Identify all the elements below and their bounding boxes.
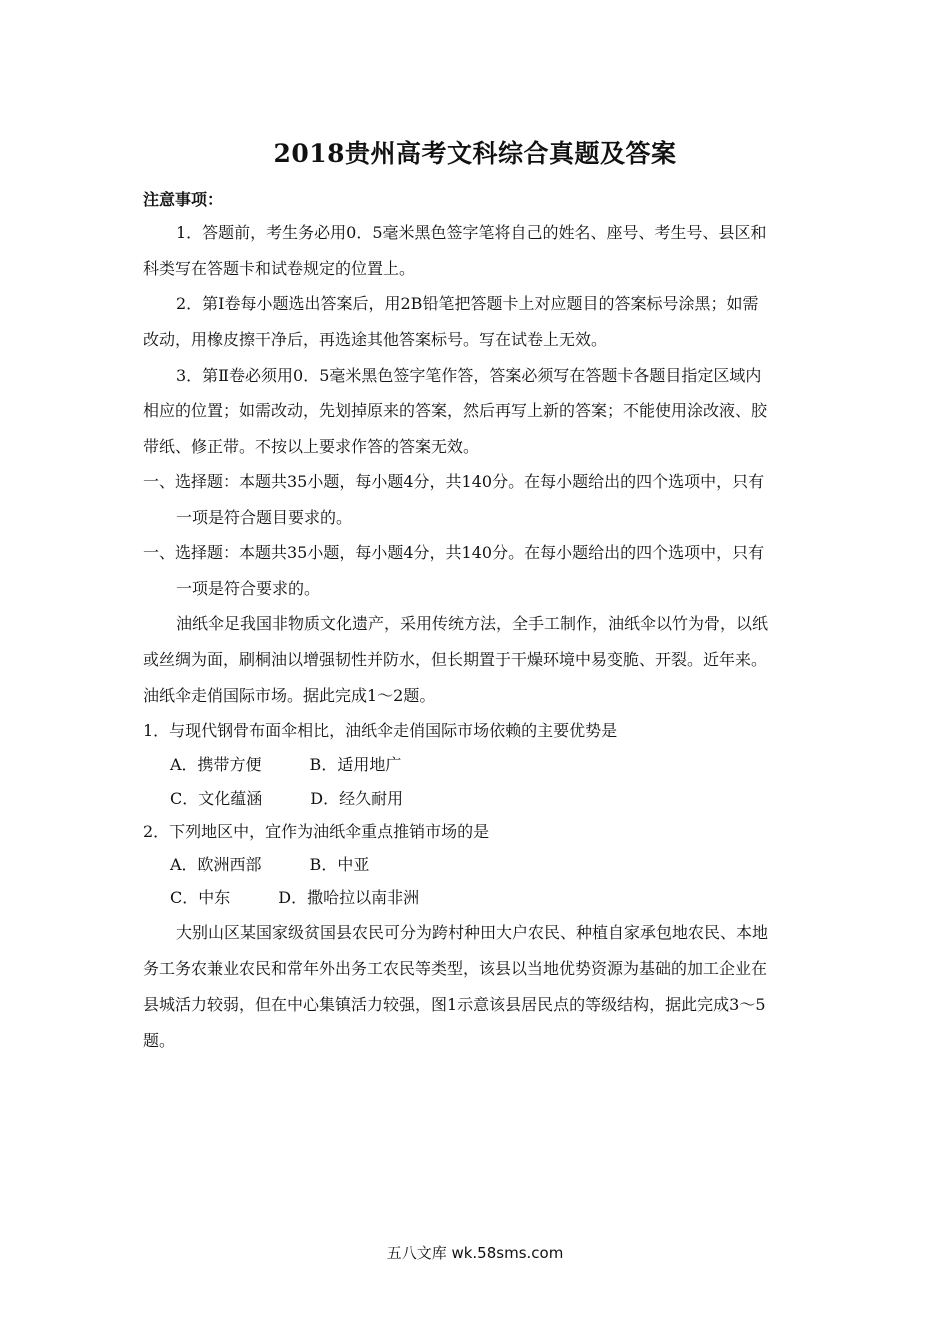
passage-line: 务工务农兼业农民和常年外出务工农民等类型，该县以当地优势资源为基础的加工企业在 <box>143 959 768 978</box>
question-1-options-ab: A．携带方便 B．适用地广 <box>170 755 402 774</box>
page-title: 2018贵州高考文科综合真题及答案 <box>273 139 677 168</box>
question-2-stem: 2．下列地区中，宜作为油纸伞重点推销市场的是 <box>143 822 490 841</box>
passage-line: 油纸伞走俏国际市场。据此完成1～2题。 <box>143 686 436 705</box>
question-1-stem: 1．与现代钢骨布面伞相比，油纸伞走俏国际市场依赖的主要优势是 <box>143 721 618 740</box>
passage-line: 油纸伞足我国非物质文化遗产，采用传统方法，全手工制作，油纸伞以竹为骨，以纸 <box>176 614 769 633</box>
notice-line: 1．答题前，考生务必用0．5毫米黑色签字笔将自己的姓名、座号、考生号、县区和 <box>176 223 767 242</box>
notice-line: 带纸、修正带。不按以上要求作答的答案无效。 <box>143 437 480 456</box>
passage-line: 题。 <box>143 1031 176 1050</box>
section-heading-cont: 一项是符合题目要求的。 <box>176 508 353 527</box>
notice-line: 2．第Ⅰ卷每小题选出答案后，用2B铅笔把答题卡上对应题目的答案标号涂黑；如需 <box>176 294 759 313</box>
question-1-options-cd: C．文化蕴涵 D．经久耐用 <box>170 789 404 808</box>
notice-line: 改动，用橡皮擦干净后，再选途其他答案标号。写在试卷上无效。 <box>143 330 608 349</box>
section-heading: 一、选择题：本题共35小题，每小题4分，共140分。在每小题给出的四个选项中，只有 <box>143 472 765 491</box>
notice-line: 科类写在答题卡和试卷规定的位置上。 <box>143 259 416 278</box>
section-heading-cont: 一项是符合要求的。 <box>176 579 321 598</box>
passage-line: 大别山区某国家级贫国县农民可分为跨村种田大户农民、种植自家承包地农民、本地 <box>176 923 769 942</box>
notice-line: 3．第Ⅱ卷必须用0．5毫米黑色签字笔作答，答案必须写在答题卡各题目指定区域内 <box>176 366 762 385</box>
notice-heading: 注意事项： <box>143 190 224 209</box>
section-heading: 一、选择题：本题共35小题，每小题4分，共140分。在每小题给出的四个选项中，只有 <box>143 543 765 562</box>
footer-watermark: 五八文库 wk.58sms.com <box>386 1244 564 1262</box>
notice-line: 相应的位置；如需改动，先划掉原来的答案，然后再写上新的答案；不能使用涂改液、胶 <box>143 401 768 420</box>
question-2-options-cd: C．中东 D．撒哈拉以南非洲 <box>170 888 420 907</box>
question-2-options-ab: A．欧洲西部 B．中亚 <box>170 855 370 874</box>
passage-line: 县城活力较弱，但在中心集镇活力较强，图1示意该县居民点的等级结构，据此完成3～5 <box>143 995 766 1014</box>
passage-line: 或丝绸为面，刷桐油以增强韧性并防水，但长期置于干燥环境中易变脆、开裂。近年来。 <box>143 650 768 669</box>
